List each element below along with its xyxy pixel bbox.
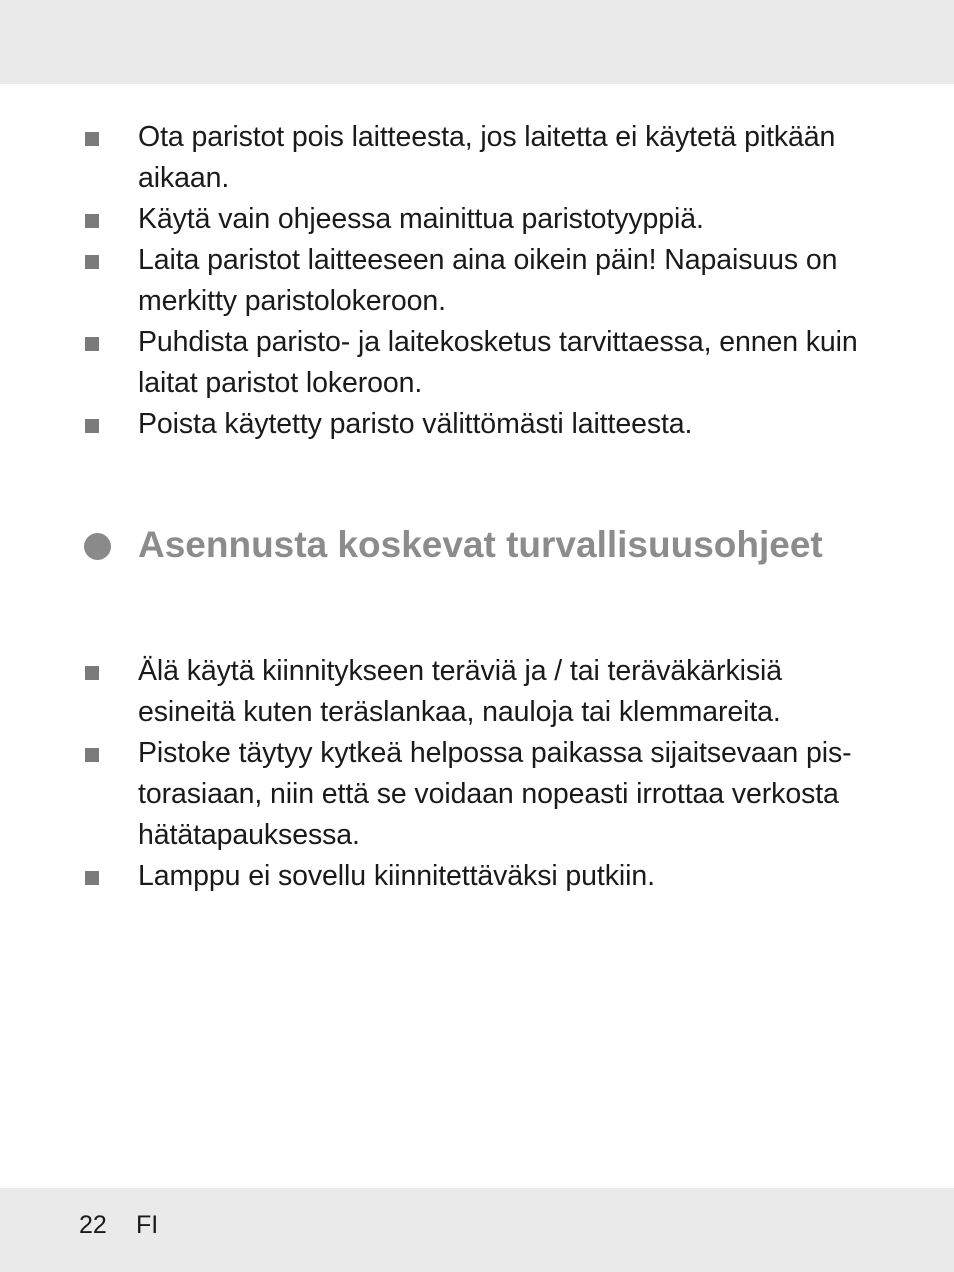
square-bullet-icon	[85, 337, 99, 351]
battery-safety-list	[0, 117, 954, 445]
list-item-text: Poista käytetty paristo välittömästi laitteesta.	[138, 408, 693, 440]
list-item	[0, 322, 954, 404]
list-item-text: Laita paristot laitteeseen aina oikein päin! Napaisuus on merkitty paristolokeroon.	[138, 244, 838, 317]
list-item-text: Käytä vain ohjeessa mainittua paristotyyppiä.	[138, 203, 704, 235]
list-item-text: Puhdista paristo- ja laitekosketus tarvittaessa, ennen kuin laitat paristot lokeroon.	[138, 326, 858, 399]
square-bullet-icon	[85, 132, 99, 146]
section-title: Asennusta koskevat turvallisuusohjeet	[138, 524, 823, 565]
page-number: 22	[79, 1211, 107, 1239]
installation-safety-list	[0, 651, 954, 897]
list-item	[0, 199, 954, 240]
list-item-text: Lamppu ei sovellu kiinnitettäväksi putkiin.	[138, 860, 655, 892]
square-bullet-icon	[85, 871, 99, 885]
list-item	[0, 117, 954, 199]
list-item-text: Pistoke täytyy kytkeä helpossa paikassa sijaitsevaan pis-torasiaan, niin että se voidaan nopeasti irrottaa verkosta hätätapauksessa.	[138, 737, 852, 851]
list-item	[0, 856, 954, 897]
square-bullet-icon	[85, 255, 99, 269]
square-bullet-icon	[85, 419, 99, 433]
list-item	[0, 404, 954, 445]
list-item-text: Älä käytä kiinnitykseen teräviä ja / tai teräväkärkisiä esineitä kuten teräslankaa, nauloja tai klemmareita.	[138, 655, 782, 728]
header-band	[0, 0, 954, 84]
square-bullet-icon	[85, 748, 99, 762]
circle-bullet-icon	[84, 533, 111, 560]
language-code: FI	[136, 1211, 159, 1239]
list-item	[0, 651, 954, 733]
square-bullet-icon	[85, 214, 99, 228]
list-item	[0, 733, 954, 856]
square-bullet-icon	[85, 666, 99, 680]
list-item	[0, 240, 954, 322]
list-item-text: Ota paristot pois laitteesta, jos laitetta ei käytetä pitkään aikaan.	[138, 121, 836, 194]
